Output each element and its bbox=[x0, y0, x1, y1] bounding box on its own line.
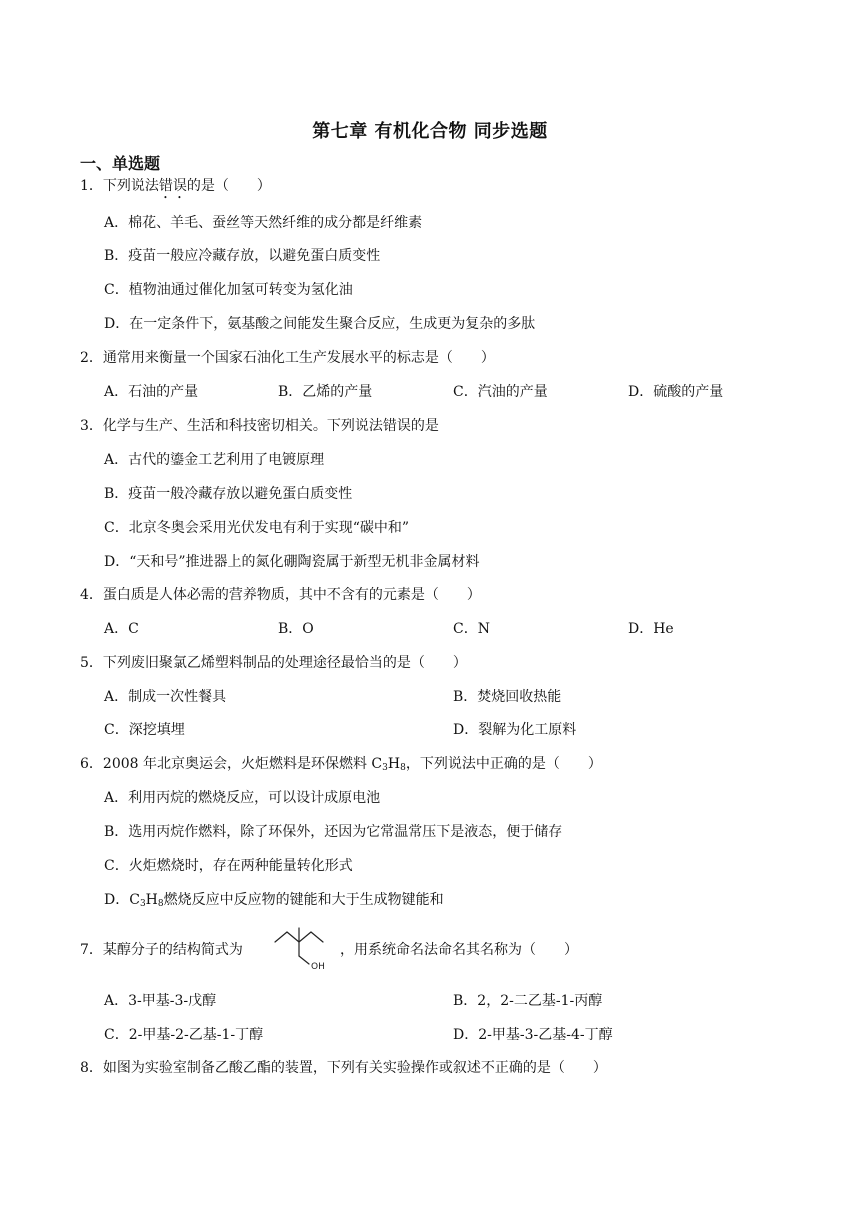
question-2-option-c: C．汽油的产量 bbox=[453, 384, 548, 400]
question-5-option-d: D．裂解为化工原料 bbox=[453, 722, 577, 738]
emphasized-word: 错误 bbox=[158, 178, 187, 194]
bond bbox=[275, 932, 287, 942]
question-4-option-c: C．N bbox=[453, 621, 490, 637]
question-4-stem: 4．蛋白质是人体必需的营养物质，其中不含有的元素是（ ） bbox=[80, 587, 481, 603]
page-title: 第七章 有机化合物 同步选题 bbox=[312, 121, 548, 142]
section-heading: 一、单选题 bbox=[80, 154, 161, 173]
question-6-option-d bbox=[104, 890, 444, 910]
question-7-option-d: D．2-甲基-3-乙基-4-丁醇 bbox=[453, 1027, 613, 1043]
question-2-option-a: A．石油的产量 bbox=[104, 384, 199, 400]
question-6-option-c: C．火炬燃烧时，存在两种能量转化形式 bbox=[104, 858, 353, 874]
bond bbox=[287, 932, 299, 942]
question-3-option-d: D．“天和号”推进器上的氮化硼陶瓷属于新型无机非金属材料 bbox=[104, 554, 480, 570]
formula-part: H bbox=[145, 892, 158, 908]
question-3-option-c: C．北京冬奥会采用光伏发电有利于实现“碳中和” bbox=[104, 520, 410, 536]
question-4-option-b: B．O bbox=[278, 621, 314, 637]
question-5-option-c: C．深挖填埋 bbox=[104, 722, 185, 738]
bond bbox=[311, 932, 323, 942]
question-5-option-a: A．制成一次性餐具 bbox=[104, 689, 227, 705]
question-7-stem-post: ，用系统命名法命名其名称为（ ） bbox=[340, 942, 578, 958]
question-5-stem: 5．下列废旧聚氯乙烯塑料制品的处理途径最恰当的是（ ） bbox=[80, 655, 467, 671]
question-6-stem-tail: ，下列说法中正确的是（ ） bbox=[405, 756, 602, 772]
question-1-option-a: A．棉花、羊毛、蚕丝等天然纤维的成分都是纤维素 bbox=[104, 215, 423, 231]
question-2-stem: 2．通常用来衡量一个国家石油化工生产发展水平的标志是（ ） bbox=[80, 350, 495, 366]
option-d-text: D．C bbox=[104, 892, 140, 908]
question-3-stem: 3．化学与生产、生活和科技密切相关。下列说法错误的是 bbox=[80, 418, 439, 434]
question-2-option-b: B．乙烯的产量 bbox=[278, 384, 373, 400]
subscript: 8 bbox=[400, 763, 406, 773]
question-7-option-a: A．3-甲基-3-戊醇 bbox=[104, 993, 217, 1009]
question-2-option-d: D．硫酸的产量 bbox=[628, 384, 724, 400]
question-1-stem-text: 1．下列说法 bbox=[80, 178, 159, 194]
question-1-option-b: B．疫苗一般应冷藏存放，以避免蛋白质变性 bbox=[104, 248, 381, 264]
subscript: 3 bbox=[382, 763, 388, 773]
question-7-option-b: B．2，2-二乙基-1-丙醇 bbox=[453, 993, 603, 1009]
subscript: 3 bbox=[139, 899, 146, 909]
question-6-stem bbox=[80, 754, 602, 774]
question-4-option-a: A．C bbox=[104, 621, 139, 637]
subscript: 8 bbox=[157, 899, 164, 909]
hydroxyl-label: OH bbox=[311, 962, 325, 972]
bond bbox=[299, 932, 311, 942]
question-4-option-d: D．He bbox=[628, 621, 674, 637]
question-6-stem-text: 6．2008 年北京奥运会，火炬燃料是环保燃料 C bbox=[80, 756, 383, 772]
option-d-tail: 燃烧反应中反应物的键能和大于生成物键能和 bbox=[163, 892, 444, 908]
question-3-option-a: A．古代的鎏金工艺利用了电镀原理 bbox=[104, 452, 325, 468]
question-7-stem-pre: 7．某醇分子的结构简式为 bbox=[80, 942, 243, 958]
question-7-option-c: C．2-甲基-2-乙基-1-丁醇 bbox=[104, 1027, 264, 1043]
skeletal-structure-image bbox=[271, 924, 337, 974]
question-8-stem: 8．如图为实验室制备乙酸乙酯的装置，下列有关实验操作或叙述不正确的是（ ） bbox=[80, 1060, 607, 1076]
question-3-option-b: B．疫苗一般冷藏存放以避免蛋白质变性 bbox=[104, 486, 353, 502]
question-6-option-a: A．利用丙烷的燃烧反应，可以设计成原电池 bbox=[104, 790, 381, 806]
bond bbox=[299, 956, 309, 964]
question-1-stem-tail: 的是（ ） bbox=[186, 178, 271, 194]
question-5-option-b: B．焚烧回收热能 bbox=[453, 689, 562, 705]
question-1-option-c: C．植物油通过催化加氢可转变为氢化油 bbox=[104, 282, 353, 298]
question-1-stem bbox=[80, 176, 271, 202]
question-1-option-d: D．在一定条件下，氨基酸之间能发生聚合反应，生成更为复杂的多肽 bbox=[104, 316, 536, 332]
question-6-option-b: B．选用丙烷作燃料，除了环保外，还因为它常温常压下是液态，便于储存 bbox=[104, 824, 563, 840]
formula-part: H bbox=[387, 756, 401, 772]
